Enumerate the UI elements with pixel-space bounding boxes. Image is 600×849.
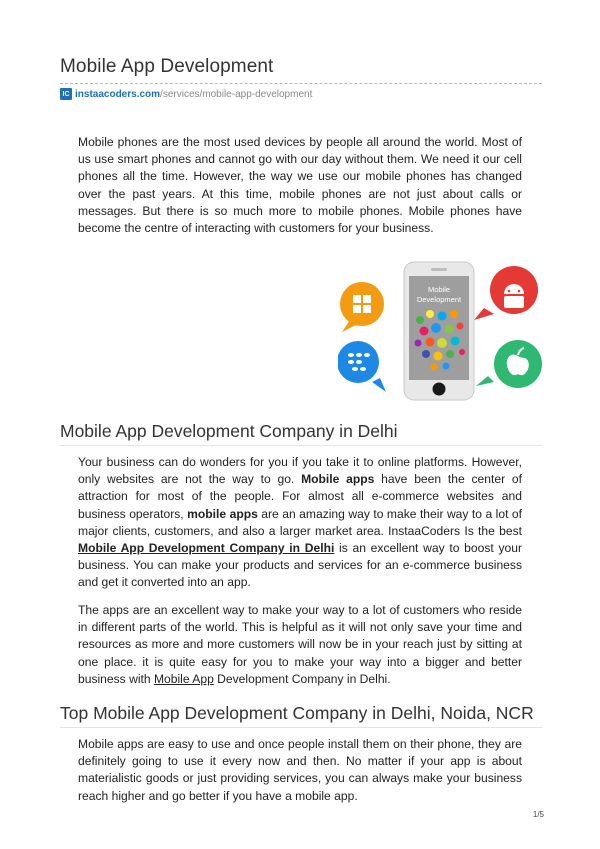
section1-heading: Mobile App Development Company in Delhi xyxy=(60,421,398,441)
source-url[interactable] xyxy=(60,87,312,101)
windows-bubble-icon xyxy=(340,282,384,332)
mobile-apps-bold-2: mobile apps xyxy=(187,506,258,521)
section2-paragraph1: Mobile apps are easy to use and once people install them on their phone, they are definitely going to use it every now and then. No matter if your app is about materialistic goods or just providing services, you can always make your business reach higher and go better if you have a mobile app. xyxy=(78,737,522,803)
page-title: Mobile App Development xyxy=(60,56,274,77)
phone-label-line2: Development xyxy=(416,295,462,304)
apple-bubble-icon xyxy=(476,340,542,388)
phone-label-line1: Mobile xyxy=(427,285,451,294)
section2-heading: Top Mobile App Development Company in Delhi, Noida, NCR xyxy=(60,703,534,723)
blackberry-bubble-icon xyxy=(338,341,386,392)
mobile-app-link[interactable]: Mobile App xyxy=(153,671,214,686)
intro-paragraph: Mobile phones are the most used devices by people all around the world. Most of us use smart phones and cannot go with our day without them. We need it our cell phones all the time. However, the way we use our mobile phones has changed over the past years. At this time, mobile phones are not just about calls or messages. But there is so much more to mobile phones. Mobile phones have become the centre of interacting with customers for your business. xyxy=(78,135,522,236)
section1-paragraph2: The apps are an excellent way to make your way to a lot of customers who reside in different parts of the world. This is helpful as it will not only save your time and resources as more and more customers will now be in your reach just by sitting at one place. it is quite easy for you to make your way into a bigger and better business with Mobile App Development Company in Delhi. xyxy=(78,603,522,686)
source-domain[interactable]: instaacoders.com xyxy=(75,88,161,100)
mobile-development-illustration xyxy=(338,258,544,402)
company-delhi-link[interactable]: Mobile App Development Company in Delhi xyxy=(78,541,335,556)
mobile-apps-bold-1: Mobile apps xyxy=(301,472,375,487)
page-number: 1/5 xyxy=(532,810,544,819)
instaacoders-logo-icon: IC xyxy=(60,88,72,100)
android-bubble-icon xyxy=(474,266,538,320)
title-divider xyxy=(60,83,542,84)
section1-divider xyxy=(60,445,542,446)
section2-divider xyxy=(60,727,542,728)
smartphone-icon xyxy=(404,262,474,400)
section1-paragraph1: Your business can do wonders for you if you take it to online platforms. However, only websites are not the way to go. Mobile apps have been the center of attraction for most of the people. For almost all e-commerce websites and business operators, mobile apps are an amazing way to make their way to a lot of major clients, customers, and also a larger market area. InstaaCoders Is the best Mobile App Development Company in Delhi is an excellent way to boost your business. You can make your products and services for an e-commerce business and get it converted into an app. xyxy=(78,455,523,590)
source-path[interactable]: /services/mobile-app-development xyxy=(160,88,313,100)
